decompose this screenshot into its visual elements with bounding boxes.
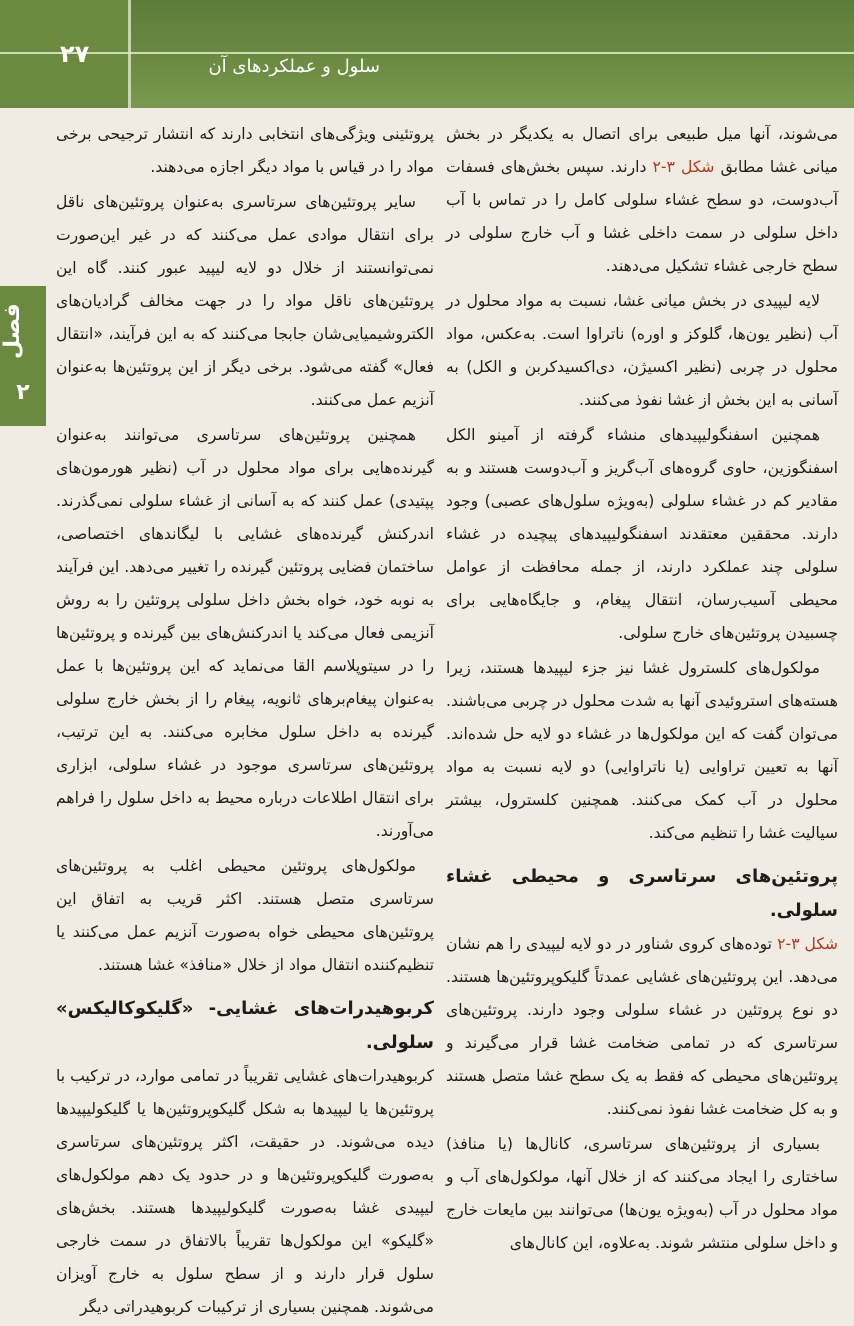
left-column xyxy=(56,118,434,1326)
paragraph: پروتئینی ویژگی‌های انتخابی دارند که انتشار ترجیحی برخی مواد را در قیاس با مواد دیگر اجازه می‌دهند. xyxy=(56,125,434,176)
page-number: ۲۷ xyxy=(60,40,90,68)
paragraph: همچنین اسفنگولیپیدهای منشاء گرفته از آمینو الکل اسفنگوزین، حاوی گروه‌های آب‌گریز و آب‌دوست هستند و به مقادیر کم در غشاء سلولی (به‌ویژه سلول‌های عصبی) وجود دارند. محققین معتقدند اسفنگولیپیدهای پیچیده در غشاء سلولی چند عملکرد دارند، از جمله محافظت از عوامل محیطی آسیب‌رسان، انتقال پیغام، و جایگاه‌هایی برای چسبیدن پروتئین‌های خارج سلولی. xyxy=(446,426,838,642)
chapter-side-tab-number: ۲ xyxy=(16,380,30,405)
right-column xyxy=(446,118,838,1262)
paragraph: همچنین پروتئین‌های سرتاسری می‌توانند به‌عنوان گیرنده‌هایی برای مواد محلول در آب (نظیر هورمون‌های پپتیدی) عمل کنند که به آسانی از غشاء سلولی نمی‌گذرند. اندرکنش گیرنده‌های غشایی با لیگاندهای اختصاصی، ساختمان فضایی پروتئین گیرنده را تغییر می‌دهد. این فرآیند به نوبه خود، خواه بخش داخل سلولی پروتئین را به روش آنزیمی فعال می‌کند یا اندرکنش‌های بین گیرنده و پروتئین‌ها را در سیتوپلاسم القا می‌نماید که این پروتئین‌ها با عمل به‌عنوان پیغام‌برهای ثانویه، پیغام را از بخش خارج سلولی گیرنده به داخل سلول مخابره می‌کنند. به این ترتیب، پروتئین‌های سرتاسری موجود در غشاء سلولی، ابزاری برای انتقال اطلاعات درباره محیط به داخل سلول را فراهم می‌آورند. xyxy=(56,426,434,840)
chapter-side-tab-label: فصل xyxy=(0,303,25,359)
paragraph: سایر پروتئین‌های سرتاسری به‌عنوان پروتئین‌های ناقل برای انتقال موادی عمل می‌کنند که در غیر این‌صورت نمی‌توانستند از خلال دو لایه لیپید عبور کنند. گاه این پروتئین‌های ناقل مواد را در جهت مخالف گرادیان‌های الکتروشیمیایی‌شان جابجا می‌کنند که به این فرآیند، «انتقال فعال» گفته می‌شود. برخی دیگر از این پروتئین‌ها به‌عنوان آنزیم عمل می‌کنند. xyxy=(56,193,434,409)
paragraph: کربوهیدرات‌های غشایی تقریباً در تمامی موارد، در ترکیب با پروتئین‌ها یا لیپیدها به شکل گلیکوپروتئین‌ها یا گلیکولیپیدها دیده می‌شوند. در حقیقت، اکثر پروتئین‌های سرتاسری به‌صورت گلیکوپروتئین‌ها و در حدود یک دهم مولکول‌های لیپیدی غشا به‌صورت گلیکولیپیدها هستند. بخش‌های «گلیکو» این مولکول‌ها تقریباً بالاتفاق در سمت خارجی سلول قرار دارند و از سطح سلول به خارج آویزان می‌شوند. همچنین بسیاری از ترکیبات کربوهیدراتی دیگر xyxy=(56,1067,434,1316)
paragraph: مولکول‌های کلسترول غشا نیز جزء لیپیدها هستند، زیرا هسته‌های استروئیدی آنها به شدت محلول در چربی می‌باشند. می‌توان گفت که این مولکول‌ها در غشاء دو لایه حل شده‌اند. آنها به تعیین تراوایی (یا ناتراوایی) دو لایه نسبت به مواد محلول در آب کمک می‌کنند. همچنین کلسترول، بیشتر سیالیت غشا را تنظیم می‌کند. xyxy=(446,659,838,842)
header-divider xyxy=(128,0,131,108)
section-heading: کربوهیدرات‌های غشایی- «گلیکوکالیکس» سلولی. xyxy=(56,998,434,1053)
paragraph: لایه لیپیدی در بخش میانی غشا، نسبت به مواد محلول در آب (نظیر یون‌ها، گلوکز و اوره) ناتراوا است. به‌عکس، مواد محلول در چربی (نظیر اکسیژن، دی‌اکسیدکربن و الکل) به آسانی به این بخش از غشا نفوذ می‌کنند. xyxy=(446,292,838,409)
figure-reference[interactable]: شکل ۳-۲ xyxy=(652,158,715,176)
header-rule xyxy=(0,52,854,54)
chapter-title: سلول و عملکردهای آن xyxy=(208,56,380,77)
paragraph: بسیاری از پروتئین‌های سرتاسری، کانال‌ها (یا منافذ) ساختاری را ایجاد می‌کنند که از خلال آنها، مولکول‌های آب و مواد محلول در آب (به‌ویژه یون‌ها) می‌توانند بین مایعات خارج و داخل سلولی منتشر شوند. به‌علاوه، این کانال‌های xyxy=(446,1135,838,1252)
paragraph: مولکول‌های پروتئین محیطی اغلب به پروتئین‌های سرتاسری متصل هستند. اکثر قریب به اتفاق این پروتئین‌های محیطی خواه به‌صورت آنزیم عمل می‌کنند یا تنظیم‌کننده انتقال مواد از خلال «منافذ» غشا هستند. xyxy=(56,857,434,974)
paragraph: می‌شوند، آنها میل طبیعی برای اتصال به یکدیگر در بخش میانی غشا مطابق شکل ۳-۲ دارند. سپس بخش‌های فسفات آب‌دوست، دو سطح غشاء سلولی کامل را در تماس با آب داخل سلولی در سمت داخلی غشا و آب خارج سلولی در سطح خارجی غشاء تشکیل می‌دهند. xyxy=(446,125,838,275)
paragraph: شکل ۳-۲ توده‌های کروی شناور در دو لایه لیپیدی را هم نشان می‌دهد. این پروتئین‌های غشایی عمدتاً گلیکوپروتئین‌ها هستند. دو نوع پروتئین در غشاء سلولی وجود دارند. پروتئین‌های سرتاسری که در تمامی ضخامت غشا قرار می‌گیرند و پروتئین‌های محیطی که فقط به یک سطح غشا متصل هستند و به کل ضخامت غشا نفوذ نمی‌کنند. xyxy=(446,935,839,1118)
section-heading: پروتئین‌های سرتاسری و محیطی غشاء سلولی. xyxy=(446,866,838,921)
figure-reference[interactable]: شکل ۳-۲ xyxy=(777,935,839,953)
